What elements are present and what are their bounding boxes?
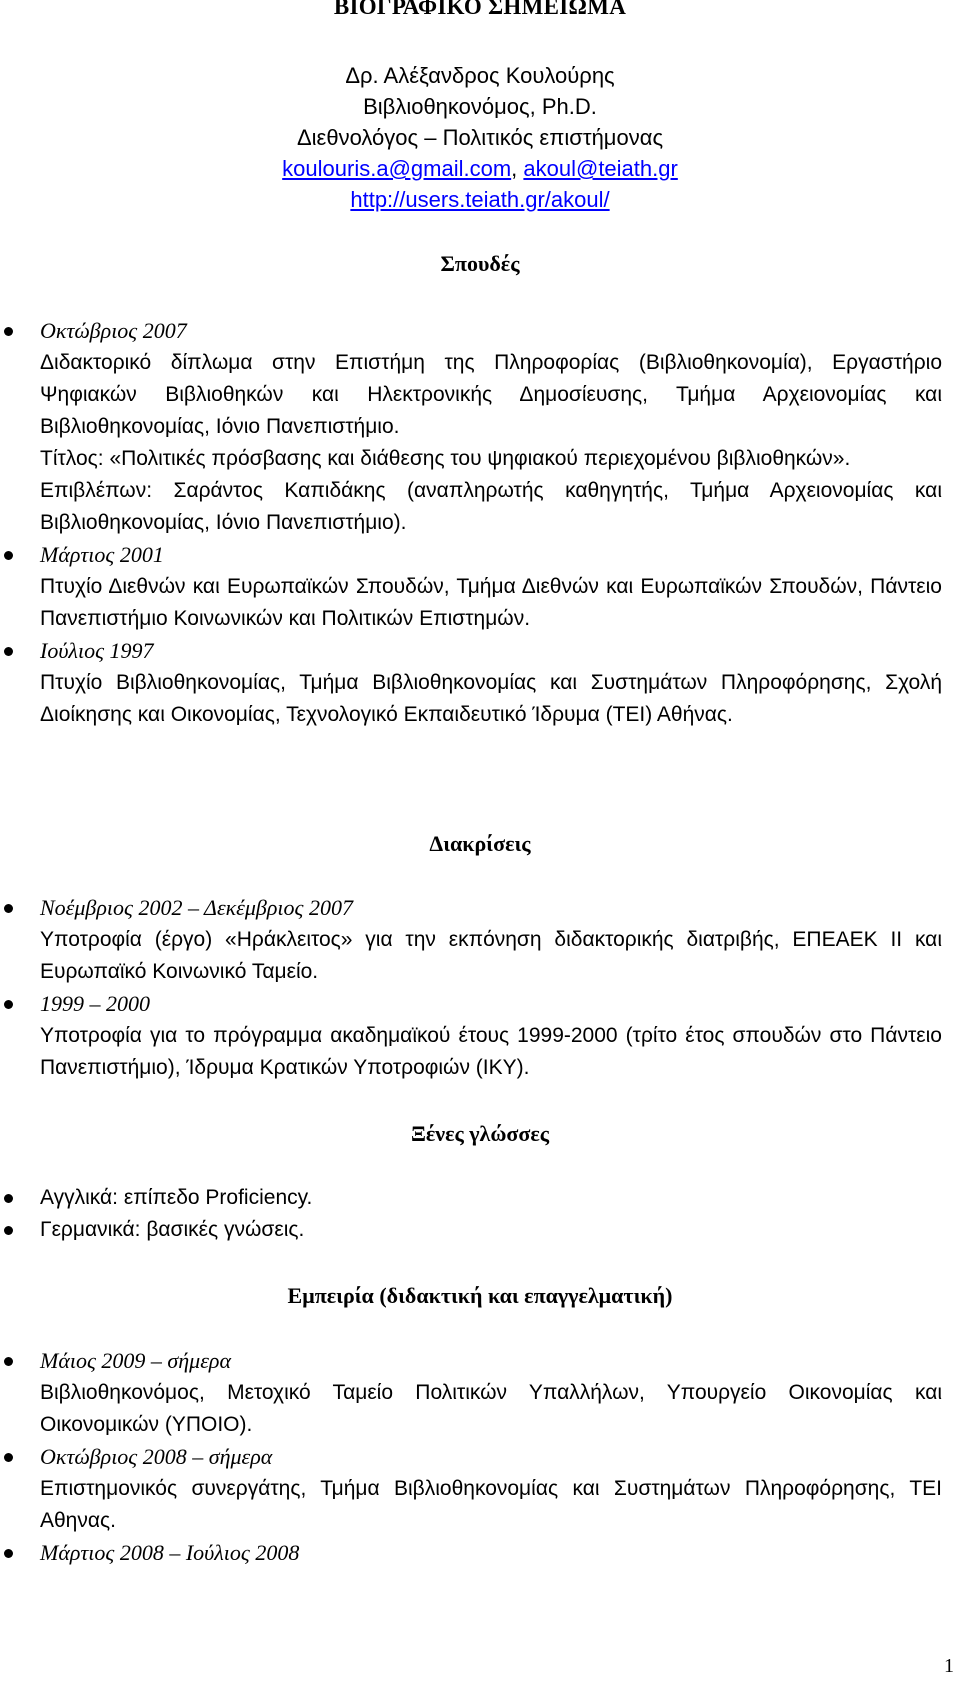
entry-description: Διδακτορικό δίπλωμα στην Επιστήμη της Πληροφορίας (Βιβλιοθηκονομία), Εργαστήριο Ψηφιακών Βιβλιοθηκών και Ηλεκτρονικής Δημοσίευσης, Τμήμα Αρχειονομίας και Βιβλιοθηκονομίας, Ιόνιο Πανεπιστήμιο. xyxy=(40,351,942,438)
entry-date: Νοέμβριος 2002 – Δεκέμβριος 2007 xyxy=(40,895,353,920)
bullet-icon xyxy=(4,551,13,560)
website-link[interactable]: http://users.teiath.gr/akoul/ xyxy=(350,187,610,212)
entry-description: Τίτλος: «Πολιτικές πρόσβασης και διάθεσης του ψηφιακού περιεχομένου βιβλιοθηκών». xyxy=(40,447,851,470)
bullet-icon xyxy=(4,1194,13,1203)
document-title: ΒΙΟΓΡΑΦΙΚΟ ΣΗΜΕΙΩΜΑ xyxy=(333,0,627,19)
languages-heading: Ξένες γλώσσες xyxy=(410,1121,550,1146)
studies-heading: Σπουδές xyxy=(440,251,520,276)
author-block xyxy=(0,60,960,215)
list-item xyxy=(0,988,960,1084)
entry-description: Πτυχίο Διεθνών και Ευρωπαϊκών Σπουδών, Τμήμα Διεθνών και Ευρωπαϊκών Σπουδών, Πάντειο Πανεπιστήμιο Κοινωνικών και Πολιτικών Επιστημών. xyxy=(40,575,942,630)
list-item xyxy=(0,539,960,635)
list-item xyxy=(0,635,960,731)
entry-description: Επιβλέπων: Σαράντος Καπιδάκης (αναπληρωτής καθηγητής, Τμήμα Αρχειονομίας και Βιβλιοθηκονομίας, Ιόνιο Πανεπιστήμιο). xyxy=(40,479,942,534)
entry-description: Βιβλιοθηκονόμος, Μετοχικό Ταμείο Πολιτικών Υπαλλήλων, Υπουργείο Οικονομίας και Οικονομικών (ΥΠΟΙΟ). xyxy=(40,1381,942,1436)
bullet-icon xyxy=(4,1000,13,1009)
entry-description: Υποτροφία για το πρόγραμμα ακαδημαϊκού έτους 1999-2000 (τρίτο έτος σπουδών στο Πάντειο Πανεπιστήμιο), Ίδρυμα Κρατικών Υποτροφιών (ΙΚΥ). xyxy=(40,1024,942,1079)
entry-date: 1999 – 2000 xyxy=(40,991,150,1016)
bullet-icon xyxy=(4,1357,13,1366)
bullet-icon xyxy=(4,904,13,913)
language-german: Γερμανικά: βασικές γνώσεις. xyxy=(40,1218,305,1241)
list-item xyxy=(0,1537,960,1569)
entry-date: Ιούλιος 1997 xyxy=(40,638,154,663)
experience-list xyxy=(0,1345,960,1569)
list-item xyxy=(0,1345,960,1441)
email-link-teiath[interactable]: akoul@teiath.gr xyxy=(523,156,678,181)
language-english: Αγγλικά: επίπεδο Proficiency. xyxy=(40,1186,313,1209)
author-role-librarian: Βιβλιοθηκονόμος, Ph.D. xyxy=(363,94,597,119)
author-emails xyxy=(0,153,960,184)
email-link-gmail[interactable]: koulouris.a@gmail.com xyxy=(282,156,512,181)
list-item xyxy=(0,1214,960,1246)
author-website xyxy=(0,184,960,215)
bullet-icon xyxy=(4,1549,13,1558)
list-item xyxy=(0,1441,960,1537)
entry-description: Επιστημονικός συνεργάτης, Τμήμα Βιβλιοθηκονομίας και Συστημάτων Πληροφόρησης, ΤΕΙ Αθηνας. xyxy=(40,1477,942,1532)
studies-list xyxy=(0,315,960,731)
entry-description: Πτυχίο Βιβλιοθηκονομίας, Τμήμα Βιβλιοθηκονομίας και Συστημάτων Πληροφόρησης, Σχολή Διοίκησης και Οικονομίας, Τεχνολογικό Εκπαιδευτικό Ίδρυμα (ΤΕΙ) Αθήνας. xyxy=(40,671,942,726)
entry-date: Μάρτιος 2001 xyxy=(40,542,164,567)
entry-description: Υποτροφία (έργο) «Ηράκλειτος» για την εκπόνηση διδακτορικής διατριβής, ΕΠΕΑΕΚ ΙΙ και Ευρωπαϊκό Κοινωνικό Ταμείο. xyxy=(40,928,942,983)
awards-list xyxy=(0,892,960,1084)
author-name: Δρ. Αλέξανδρος Κουλούρης xyxy=(345,63,615,88)
author-role-scientist: Διεθνολόγος – Πολιτικός επιστήμονας xyxy=(296,125,664,150)
list-item xyxy=(0,1182,960,1214)
list-item xyxy=(0,892,960,988)
bullet-icon xyxy=(4,1453,13,1462)
awards-heading: Διακρίσεις xyxy=(429,831,531,856)
email-separator: , xyxy=(511,156,524,181)
page-number: 1 xyxy=(944,1655,954,1677)
bullet-icon xyxy=(4,647,13,656)
entry-date: Οκτώβριος 2007 xyxy=(40,318,187,343)
entry-date: Μάιος 2009 – σήμερα xyxy=(40,1348,231,1373)
entry-date: Οκτώβριος 2008 – σήμερα xyxy=(40,1444,273,1469)
entry-date: Μάρτιος 2008 – Ιούλιος 2008 xyxy=(40,1540,300,1565)
languages-list xyxy=(0,1182,960,1246)
experience-heading: Εμπειρία (διδακτική και επαγγελματική) xyxy=(287,1283,673,1308)
bullet-icon xyxy=(4,1226,13,1235)
bullet-icon xyxy=(4,327,13,336)
list-item xyxy=(0,315,960,539)
